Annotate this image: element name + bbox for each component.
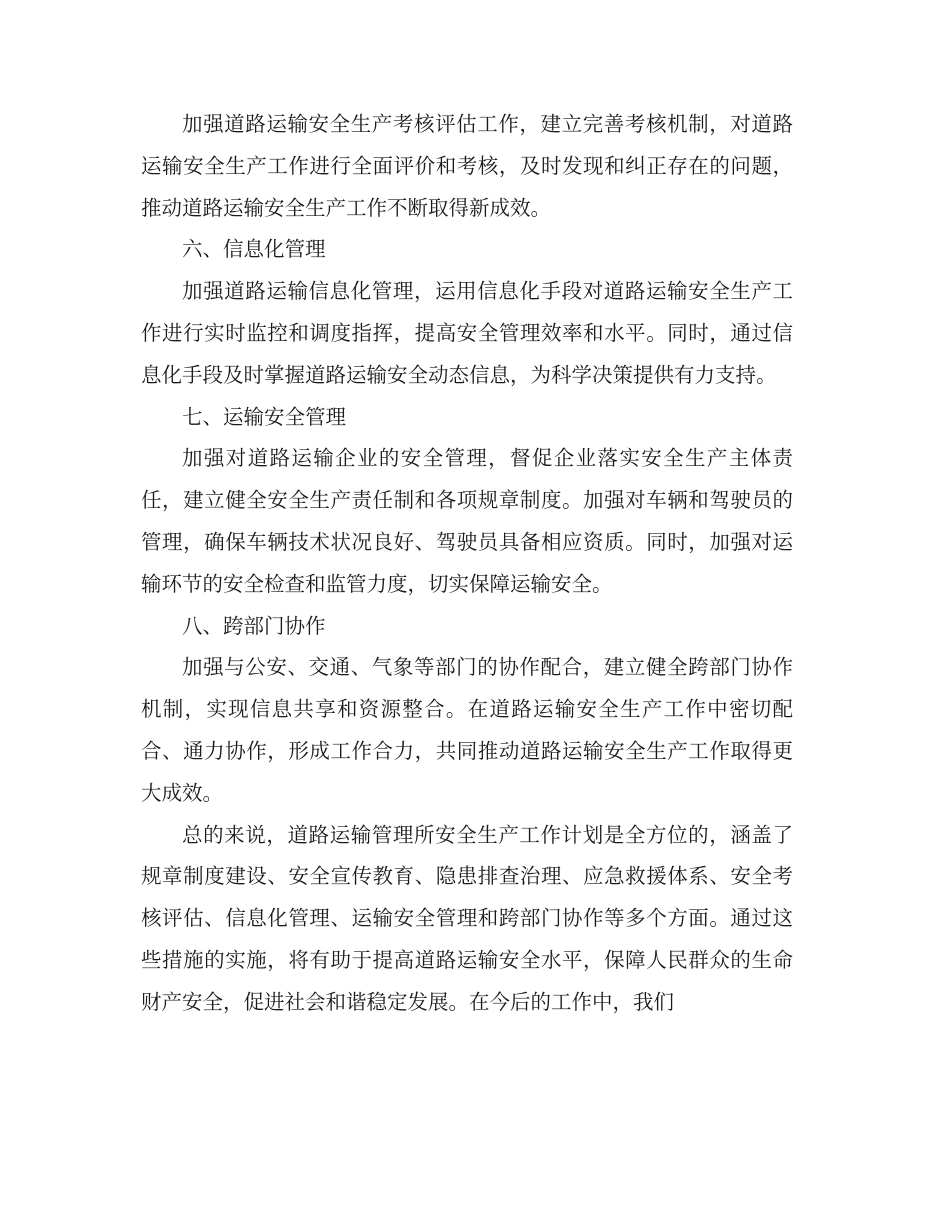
paragraph-summary: 总的来说，道路运输管理所安全生产工作计划是全方位的，涵盖了规章制度建设、安全宣传教育、隐患排查治理、应急救援体系、安全考核评估、信息化管理、运输安全管理和跨部门协作等多个方面。通过这些措施的实施，将有助于提高道路运输安全水平，保障人民群众的生命财产安全，促进社会和谐稳定发展。在今后的工作中，我们: [141, 822, 793, 1014]
paragraph-cross-department: 加强与公安、交通、气象等部门的协作配合，建立健全跨部门协作机制，实现信息共享和资源整合。在道路运输安全生产工作中密切配合、通力协作，形成工作合力，共同推动道路运输安全生产工作取得更大成效。: [141, 655, 793, 805]
paragraph-informatization: 加强道路运输信息化管理，运用信息化手段对道路运输安全生产工作进行实时监控和调度指挥，提高安全管理效率和水平。同时，通过信息化手段及时掌握道路运输安全动态信息，为科学决策提供有力支持。: [141, 279, 793, 387]
heading-transport-safety: 七、运输安全管理: [182, 404, 346, 429]
document-body: [141, 104, 793, 1024]
paragraph-transport-safety: 加强对道路运输企业的安全管理，督促企业落实安全生产主体责任，建立健全安全生产责任制和各项规章制度。加强对车辆和驾驶员的管理，确保车辆技术状况良好、驾驶员具备相应资质。同时，加强对运输环节的安全检查和监管力度，切实保障运输安全。: [141, 446, 793, 596]
heading-cross-department: 八、跨部门协作: [182, 613, 326, 638]
heading-informatization: 六、信息化管理: [182, 237, 326, 262]
paragraph-assessment: 加强道路运输安全生产考核评估工作，建立完善考核机制，对道路运输安全生产工作进行全面评价和考核，及时发现和纠正存在的问题，推动道路运输安全生产工作不断取得新成效。: [141, 112, 793, 220]
